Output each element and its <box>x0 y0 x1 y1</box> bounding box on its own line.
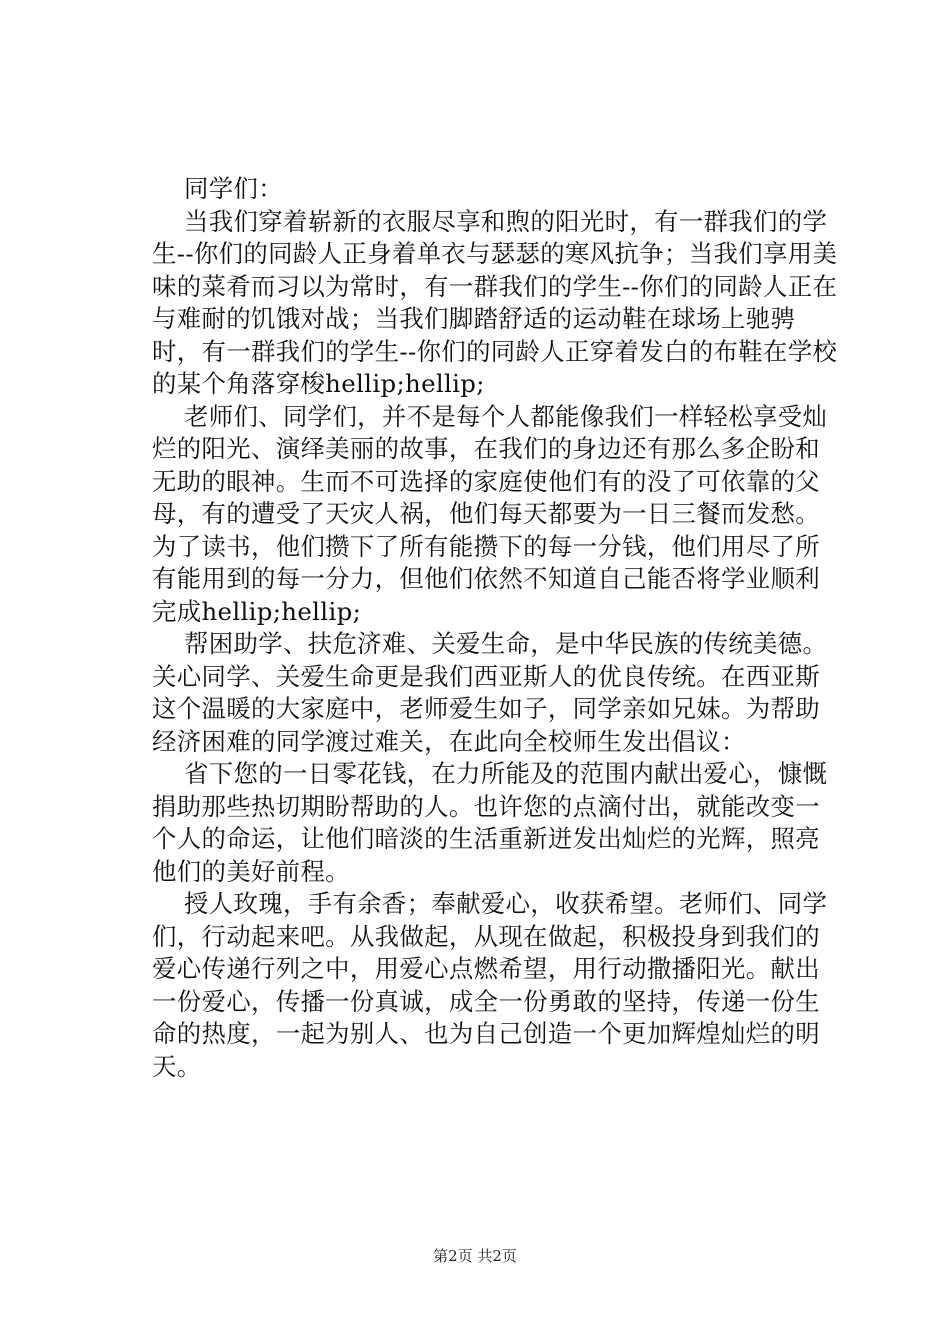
paragraph-3: 帮困助学、扶危济难、关爱生命，是中华民族的传统美德。关心同学、关爱生命更是我们西亚斯人的优良传统。在西亚斯这个温暖的大家庭中，老师爱生如子，同学亲如兄妹。为帮助经济困难的同学渡过难关，在此向全校师生发出倡议： <box>152 629 828 756</box>
document-body <box>152 173 842 1083</box>
salutation: 同学们： <box>184 174 283 203</box>
paragraph-2: 老师们、同学们，并不是每个人都能像我们一样轻松享受灿烂的阳光、演绎美丽的故事，在我们的身边还有那么多企盼和无助的眼神。生而不可选择的家庭使他们有的没了可依靠的父母，有的遭受了天灾人祸，他们每天都要为一日三餐而发愁。为了读书，他们攒下了所有能攒下的每一分钱，他们用尽了所有能用到的每一分力，但他们依然不知道自己能否将学业顺利完成hellip;hellip; <box>152 401 828 626</box>
paragraph-1: 当我们穿着崭新的衣服尽享和煦的阳光时，有一群我们的学生--你们的同龄人正身着单衣与瑟瑟的寒风抗争；当我们享用美味的菜肴而习以为常时，有一群我们的学生--你们的同龄人正在与难耐的饥饿对战；当我们脚踏舒适的运动鞋在球场上驰骋时，有一群我们的学生--你们的同龄人正穿着发白的布鞋在学校的某个角落穿梭hellip;hellip; <box>152 206 838 398</box>
paragraph-5: 授人玫瑰，手有余香；奉献爱心，收获希望。老师们、同学们，行动起来吧。从我做起，从现在做起，积极投身到我们的爱心传递行列之中，用爱心点燃希望，用行动撒播阳光。献出一份爱心，传播一份真诚，成全一份勇敢的坚持，传递一份生命的热度，一起为别人、也为自己创造一个更加辉煌灿烂的明天。 <box>152 889 828 1081</box>
page-number-footer: 第2页 共2页 <box>433 1247 517 1265</box>
paragraph-4: 省下您的一日零花钱，在力所能及的范围内献出爱心，慷慨捐助那些热切期盼帮助的人。也许您的点滴付出，就能改变一个人的命运，让他们暗淡的生活重新迸发出灿烂的光辉，照亮他们的美好前程。 <box>152 759 828 886</box>
